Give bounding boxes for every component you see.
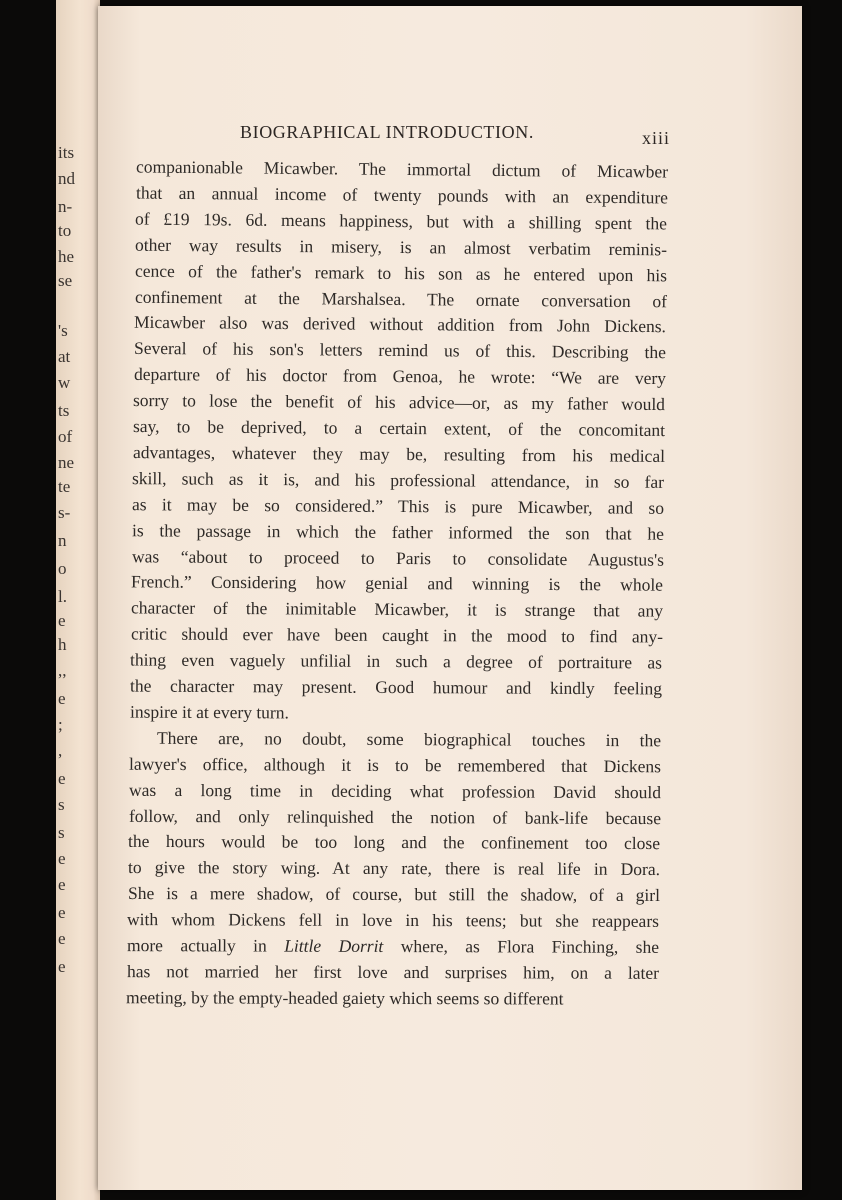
- text-line: critic should ever have been caught in the mood to find any-: [130, 623, 663, 647]
- facing-page-fragment: te: [58, 477, 71, 496]
- page-number: xiii: [641, 128, 670, 148]
- text-line: has not married her first love and surprises him, on a later: [126, 961, 659, 983]
- text-line: sorry to lose the benefit of his advice—or, as my father would: [133, 390, 666, 415]
- text-line: follow, and only relinquished the notion of bank-life because: [128, 805, 661, 828]
- facing-page-fragment: e: [58, 689, 66, 708]
- facing-page-fragment: e: [58, 849, 66, 868]
- text-line: to give the story wing. At any rate, there is real life in Dora.: [127, 857, 660, 880]
- text-line: the hours would be too long and the confinement too close: [128, 831, 661, 854]
- facing-page-fragment: e: [58, 611, 66, 630]
- text-line: skill, such as it is, and his professional attendance, in so far: [132, 467, 665, 492]
- text-line: advantages, whatever they may be, resulting from his medical: [132, 441, 665, 466]
- text-line: departure of his doctor from Genoa, he wrote: “We are very: [133, 364, 666, 389]
- facing-page-fragment: se: [58, 271, 73, 290]
- facing-page-fragment: s: [58, 823, 65, 842]
- text-line: There are, no doubt, some biographical touches in the: [157, 727, 662, 751]
- text-line: of £19 19s. 6d. means happiness, but with a shilling spent the: [135, 208, 668, 234]
- facing-page-fragment: e: [58, 929, 66, 948]
- facing-page-fragment: h: [58, 635, 67, 654]
- text-line: companionable Micawber. The immortal dictum of Micawber: [135, 156, 669, 182]
- facing-page-fragment: s: [58, 795, 65, 814]
- facing-page-fragment: ne: [58, 453, 75, 472]
- facing-page-fragment: 's: [58, 321, 68, 340]
- facing-page-fragment: ;: [58, 715, 63, 734]
- facing-page-fragment: o: [58, 559, 67, 578]
- text-line: confinement at the Marshalsea. The ornate conversation of: [134, 286, 667, 311]
- text-line: with whom Dickens fell in love in his teens; but she reappears: [127, 909, 660, 932]
- text-line: meeting, by the empty-headed gaiety which seems so different: [126, 987, 564, 1009]
- text-line: lawyer's office, although it is to be remembered that Dickens: [129, 753, 662, 776]
- text-line: the character may present. Good humour and kindly feeling: [129, 675, 663, 699]
- facing-page-fragment: n-: [58, 197, 73, 216]
- text-line: as it may be so considered.” This is pure Micawber, and so: [132, 493, 665, 518]
- facing-page-fragment: n: [58, 531, 67, 550]
- facing-page-fragment: e: [58, 903, 66, 922]
- facing-page-fragment: its: [58, 143, 75, 162]
- facing-page-fragment: w: [58, 373, 71, 392]
- page-header: [140, 118, 670, 148]
- text-line: Several of his son's letters remind us of this. Describing the: [133, 338, 666, 363]
- facing-page-fragment: at: [58, 347, 71, 366]
- facing-page-fragment: of: [58, 427, 73, 446]
- text-line: inspire it at every turn.: [129, 701, 289, 723]
- text-line: say, to be deprived, to a certain extent, of the concomitant: [132, 416, 666, 440]
- text-line: other way results in misery, is an almost verbatim reminis-: [135, 234, 668, 260]
- facing-page-fragment: he: [58, 247, 75, 266]
- facing-page-fragment: to: [58, 221, 72, 240]
- text-line: more actually in Little Dorrit where, as Flora Finching, she: [126, 935, 660, 957]
- facing-page-fragment: e: [58, 769, 66, 788]
- facing-page-fragment: s-: [58, 503, 71, 522]
- text-line: She is a mere shadow, of course, but still the shadow, of a girl: [127, 883, 660, 906]
- text-line: French.” Considering how genial and winning is the whole: [131, 571, 664, 596]
- text-line: is the passage in which the father informed the son that he: [131, 519, 664, 544]
- text-line: thing even vaguely unfilial in such a degree of portraiture as: [130, 649, 663, 673]
- facing-page-fragment: e: [58, 957, 66, 976]
- facing-page-fragment: nd: [58, 169, 75, 188]
- book-title: Little Dorrit: [284, 935, 384, 956]
- facing-page-fragment: ,,: [58, 661, 67, 680]
- running-head: BIOGRAPHICAL INTRODUCTION.: [240, 122, 534, 142]
- text-line: was a long time in deciding what profession David should: [128, 779, 661, 802]
- text-line: Micawber also was derived without addition from John Dickens.: [134, 312, 667, 337]
- facing-page-edge: [56, 0, 100, 1200]
- facing-page-fragment: ts: [58, 401, 70, 420]
- text-line: was “about to proceed to Paris to consolidate Augustus's: [131, 545, 664, 570]
- facing-page-fragment: ,: [58, 741, 63, 760]
- text-line: that an annual income of twenty pounds with an expenditure: [135, 182, 668, 208]
- facing-page-fragment: e: [58, 875, 66, 894]
- text-line: cence of the father's remark to his son as he entered upon his: [134, 260, 667, 285]
- facing-page-fragment: l.: [58, 587, 67, 606]
- text-line: character of the inimitable Micawber, it is strange that any: [130, 597, 663, 621]
